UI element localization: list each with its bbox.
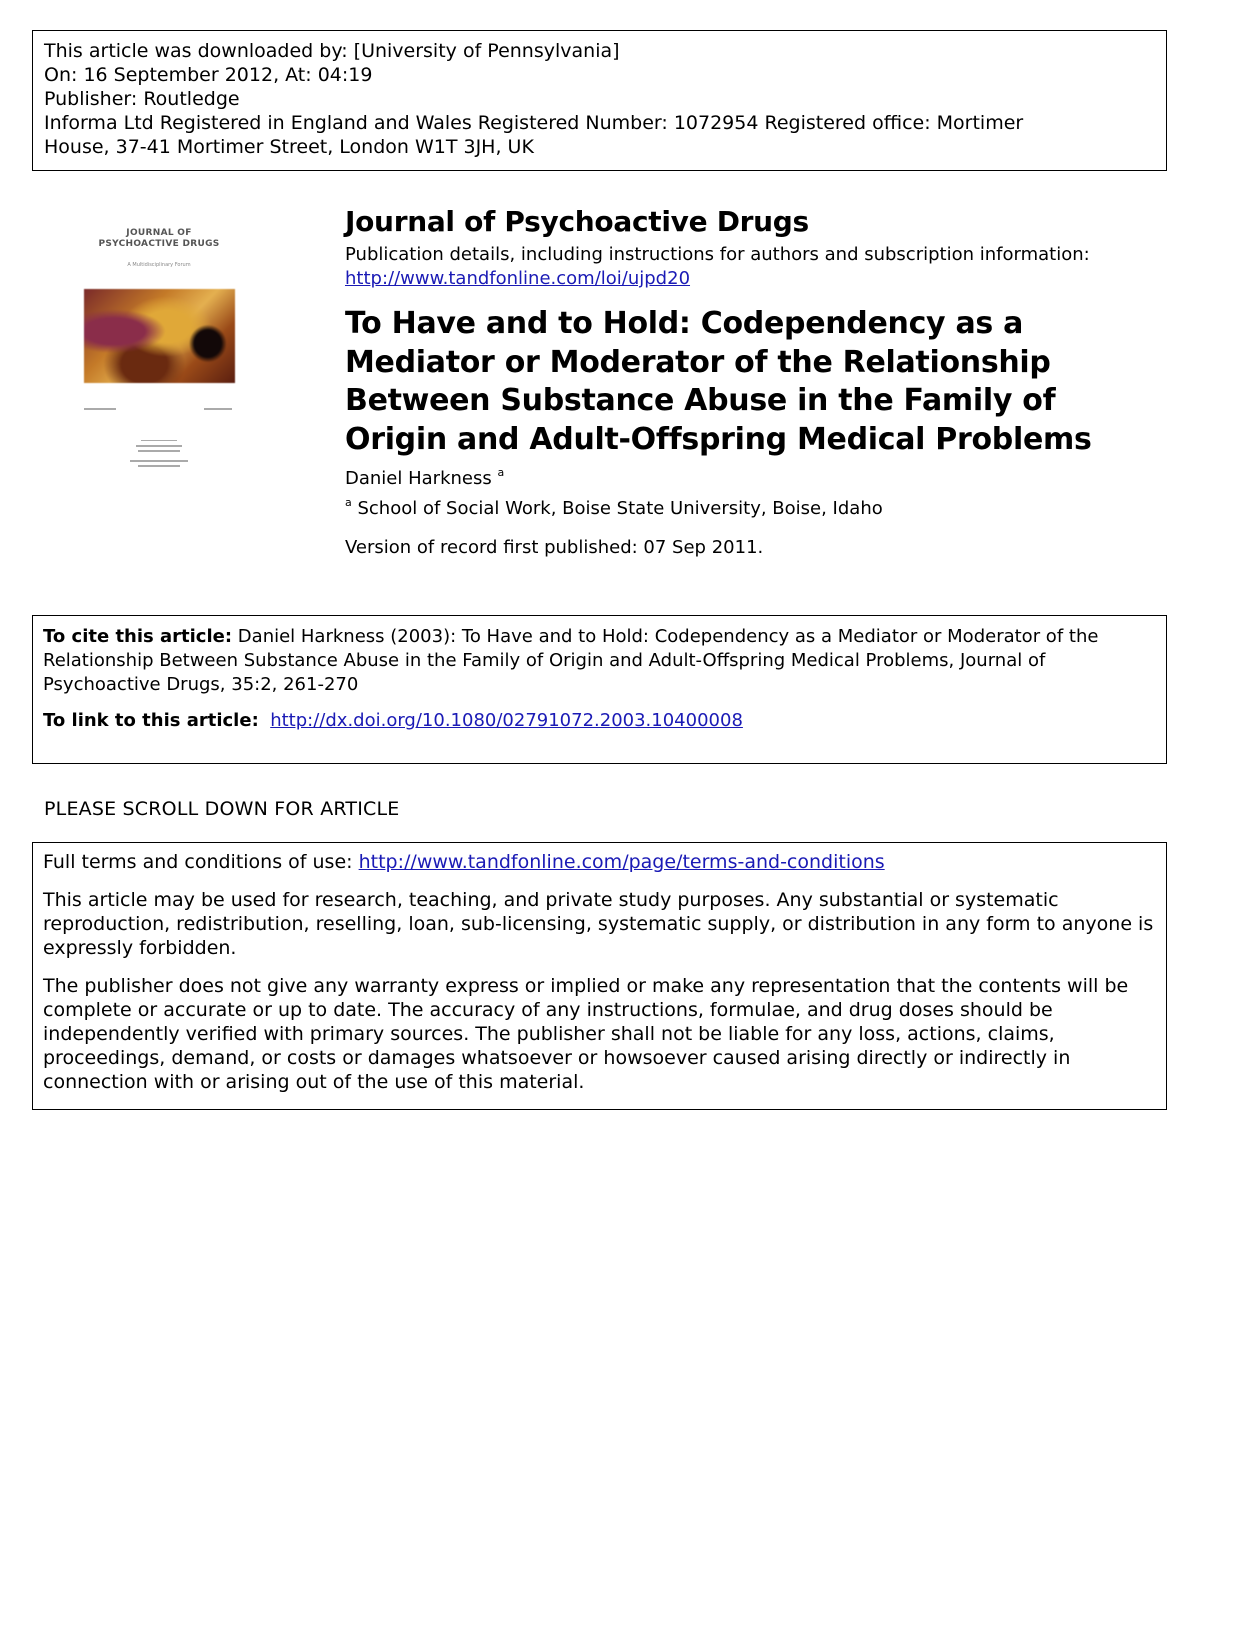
article-title: To Have and to Hold: Codependency as a Mediator or Moderator of the Relationship Between Substance Abuse in the Family of Origin and Adult-Offspring Medical Problems (345, 306, 1092, 457)
scroll-notice: PLEASE SCROLL DOWN FOR ARTICLE (44, 798, 400, 820)
download-notice-line: On: 16 September 2012, At: 04:19 (44, 64, 373, 86)
affiliation-text: School of Social Work, Boise State University, Boise, Idaho (357, 498, 883, 519)
citation-box (32, 615, 1167, 764)
cover-title-line: JOURNAL OF (126, 228, 192, 238)
cover-artwork (84, 289, 235, 383)
journal-url-link[interactable]: http://www.tandfonline.com/loi/ujpd20 (345, 268, 691, 289)
terms-label: Full terms and conditions of use: (43, 851, 353, 873)
author (345, 466, 504, 489)
terms-paragraph-usage: This article may be used for research, teaching, and private study purposes. Any substantial or systematic reproduction, redistribution, reselling, loan, sub-licensing, systematic supply, or distribution in any form to anyone is expressly forbidden. (43, 889, 1154, 959)
cover-issn-line (204, 408, 232, 410)
download-notice-line: Informa Ltd Registered in England and Wales Registered Number: 1072954 Registered office: Mortimer (44, 112, 1024, 134)
download-notice-line: Publisher: Routledge (44, 88, 240, 110)
cover-title-line: PSYCHOACTIVE DRUGS (98, 239, 220, 249)
cite-label: To cite this article: (43, 626, 233, 647)
cover-editor-line (138, 450, 180, 452)
cover-publisher-line (130, 460, 188, 462)
cite-text: Daniel Harkness (2003): To Have and to Hold: Codependency as a Mediator or Moderator of the Relationship Between Substance Abuse in the Family of Origin and Adult-Offspring Medical Problems, Journal of Psychoactive Drugs, 35:2, 261-270 (43, 626, 1099, 695)
link-label: To link to this article: (43, 710, 259, 731)
journal-cover-image (78, 218, 240, 480)
journal-title: Journal of Psychoactive Drugs (345, 205, 809, 238)
citation-text (43, 625, 1156, 697)
terms-box (32, 842, 1167, 1110)
cover-editor-line (136, 445, 182, 447)
version-of-record: Version of record first published: 07 Sep 2011. (345, 537, 764, 558)
download-notice-line: House, 37-41 Mortimer Street, London W1T 3JH, UK (44, 136, 534, 158)
download-notice-line: This article was downloaded by: [University of Pennsylvania] (44, 40, 620, 62)
cover-publisher-line (138, 465, 180, 467)
affiliation-marker: a (345, 496, 352, 509)
cover-editor-line (141, 440, 177, 441)
article-link-row (43, 709, 1156, 733)
terms-paragraph-disclaimer: The publisher does not give any warranty express or implied or make any representation that the contents will be complete or accurate or up to date. The accuracy of any instructions, formulae, and drug doses should be independently verified with primary sources. The publisher shall not be liable for any loss, actions, claims, proceedings, demand, or costs or damages whatsoever or howsoever caused arising directly or indirectly in connection with or arising out of the use of this material. (43, 975, 1129, 1093)
download-notice-box (32, 30, 1167, 171)
cover-subtitle: A Multidisciplinary Forum (127, 262, 191, 268)
author-affiliation-marker: a (497, 466, 505, 479)
doi-link[interactable]: http://dx.doi.org/10.1080/02791072.2003.10400008 (270, 710, 743, 731)
terms-link[interactable]: http://www.tandfonline.com/page/terms-and-conditions (358, 851, 885, 873)
cover-volume-line (84, 408, 116, 410)
affiliation (345, 496, 883, 519)
author-name: Daniel Harkness (345, 468, 492, 489)
terms-row (43, 850, 1156, 874)
publication-details: Publication details, including instructions for authors and subscription information: (345, 244, 1090, 265)
